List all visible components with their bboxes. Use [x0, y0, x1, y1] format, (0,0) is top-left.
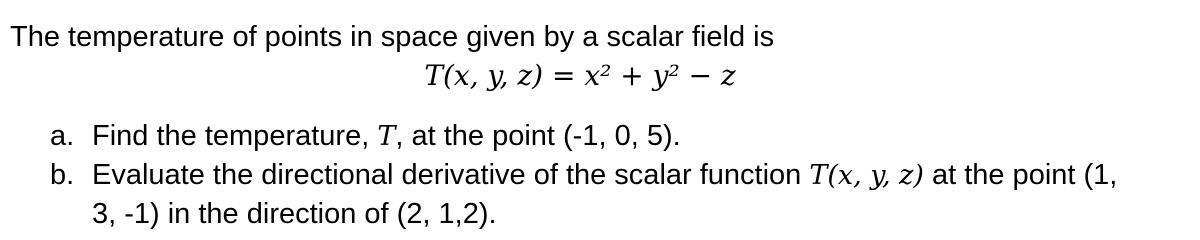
question-a [50, 118, 681, 155]
question-b-suffix: at the point (1, [923, 159, 1118, 191]
question-b-continuation: 3, -1) in the direction of (2, 1,2). [92, 198, 497, 230]
question-a-math: T [377, 121, 396, 152]
problem-intro: The temperature of points in space given by a scalar field is [10, 21, 775, 53]
temperature-equation [0, 58, 1160, 94]
question-b-prefix: Evaluate the directional derivative of the scalar function [92, 159, 810, 191]
question-b-marker: b. [50, 159, 75, 191]
question-a-suffix: , at the point (-1, 0, 5). [395, 120, 681, 152]
equation-text: T(x, y, z) = x² + y² − z [424, 59, 736, 92]
question-b-math: T(x, y, z) [809, 160, 924, 191]
question-a-prefix: Find the temperature, [92, 120, 378, 152]
question-a-marker: a. [50, 120, 75, 152]
question-b [50, 157, 1117, 194]
